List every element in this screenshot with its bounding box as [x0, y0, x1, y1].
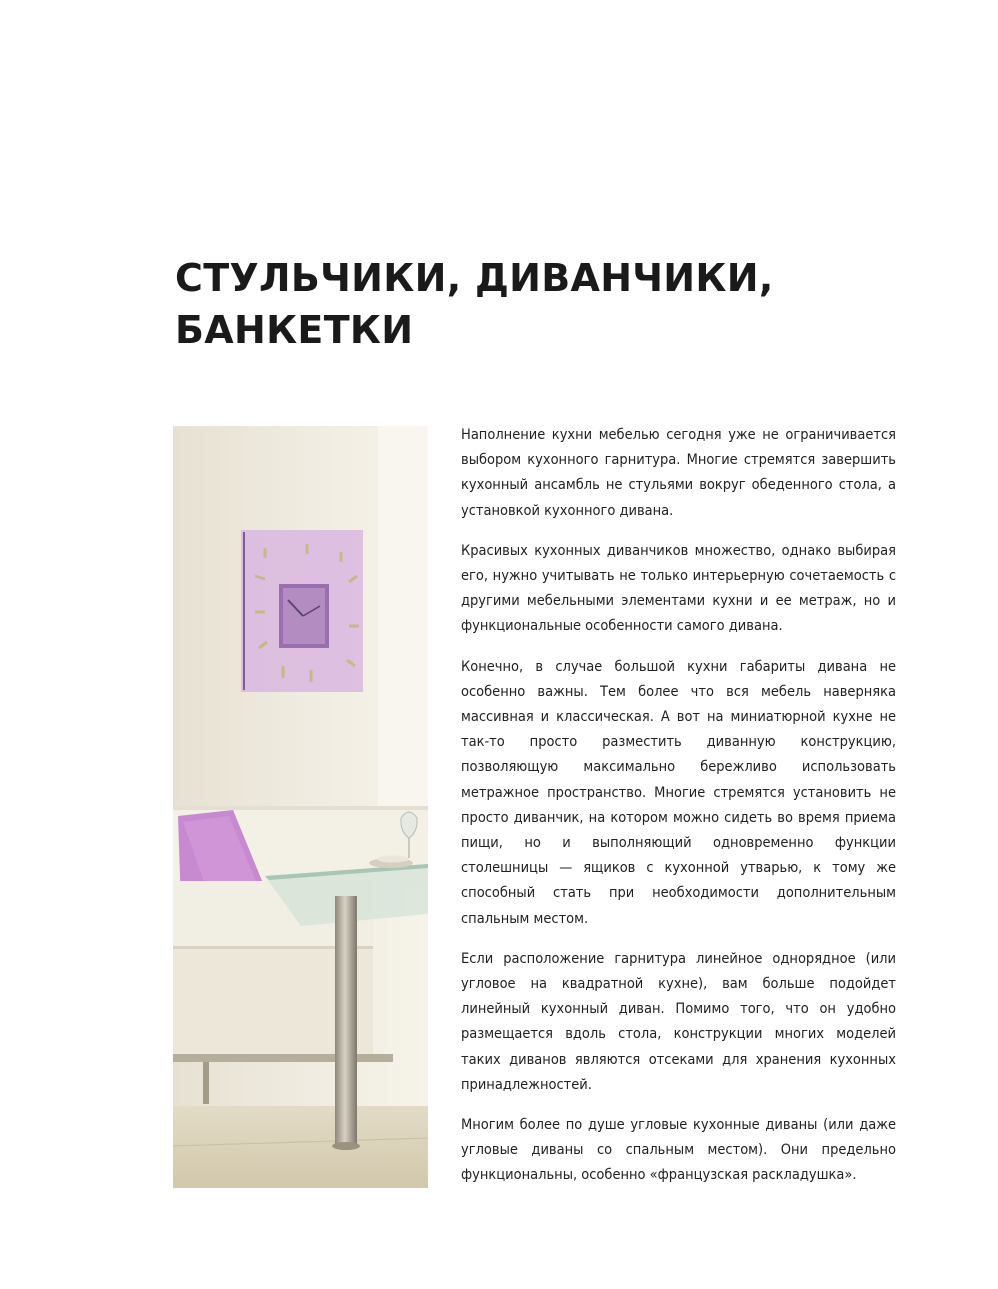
- clock-icon: [241, 530, 363, 692]
- article-paragraph-2: Красивых кухонных диванчиков множество, однако выбирая его, нужно учитывать не только интерьерную сочетаемость с другими мебельными элементами кухни и ее метраж, но и функциональные особенности самого дивана.: [461, 542, 896, 635]
- page-title: [175, 252, 875, 356]
- article-paragraph-3: Конечно, в случае большой кухни габариты дивана не особенно важны. Тем более что вся мебель наверняка массивная и классическая. А вот на миниатюрной кухне не так-то просто разместить диванную конструкцию, позволяющую максимально бережливо использовать метражное пространство. Многие стремятся установить не просто диванчик, на котором можно сидеть во время приема пищи, но и выполняющий одновременно функции столешницы — ящиков с кухонной утварью, к тому же способный стать при необходимости дополнительным спальным местом.: [461, 658, 896, 927]
- page-title-line-2: БАНКЕТКИ: [175, 308, 414, 352]
- article-paragraph-5: Многим более по душе угловые кухонные диваны (или даже угловые диваны со спальным местом). Они предельно функциональны, особенно «французская раскладушка».: [461, 1117, 896, 1184]
- article-text: [461, 423, 896, 1204]
- article-paragraph-4: Если расположение гарнитура линейное однорядное (или угловое на квадратной кухне), вам больше подойдет линейный кухонный диван. Помимо того, что он удобно размещается вдоль стола, конструкции многих моделей таких диванов являются отсеками для хранения кухонных принадлежностей.: [461, 950, 896, 1093]
- kitchen-sofa-photo: [173, 426, 428, 1188]
- article-paragraph-1: Наполнение кухни мебелью сегодня уже не ограничивается выбором кухонного гарнитура. Многие стремятся завершить кухонный ансамбль не стульями вокруг обеденного стола, а установкой кухонного дивана.: [461, 427, 896, 519]
- page-title-line-1: СТУЛЬЧИКИ, ДИВАНЧИКИ,: [175, 256, 774, 300]
